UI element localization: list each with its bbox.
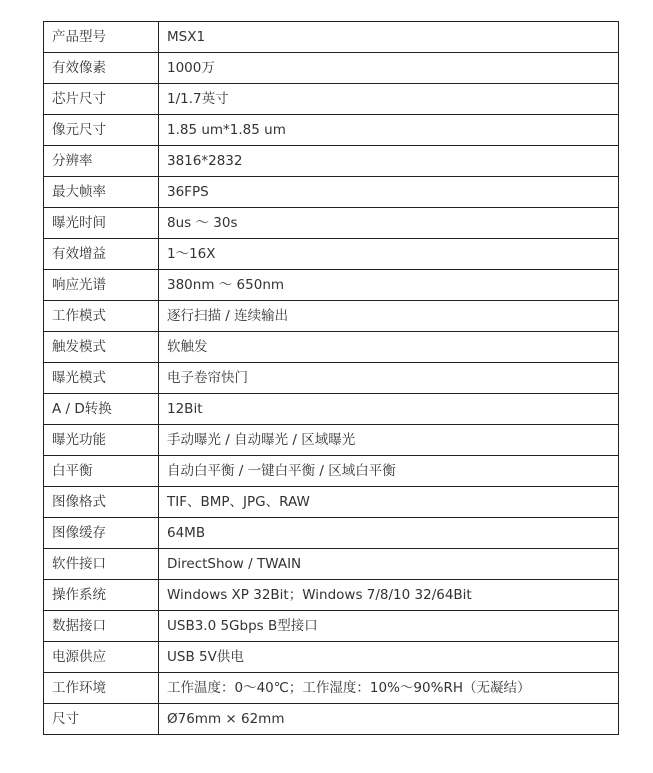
table-row bbox=[44, 673, 619, 704]
spec-value: 1～16X bbox=[159, 239, 619, 270]
spec-value: 电子卷帘快门 bbox=[159, 363, 619, 394]
table-row bbox=[44, 332, 619, 363]
table-row bbox=[44, 394, 619, 425]
table-row bbox=[44, 425, 619, 456]
table-row bbox=[44, 208, 619, 239]
spec-value: 1.85 um*1.85 um bbox=[159, 115, 619, 146]
spec-value: USB 5V供电 bbox=[159, 642, 619, 673]
spec-label: 最大帧率 bbox=[44, 177, 159, 208]
spec-label: A / D转换 bbox=[44, 394, 159, 425]
spec-value: Ø76mm × 62mm bbox=[159, 704, 619, 735]
spec-value: 逐行扫描 / 连续输出 bbox=[159, 301, 619, 332]
table-row bbox=[44, 115, 619, 146]
table-row bbox=[44, 239, 619, 270]
spec-table bbox=[43, 21, 619, 735]
spec-table-body bbox=[44, 22, 619, 735]
spec-value: USB3.0 5Gbps B型接口 bbox=[159, 611, 619, 642]
spec-value: 工作温度：0～40℃；工作湿度：10%～90%RH（无凝结） bbox=[159, 673, 619, 704]
table-row bbox=[44, 22, 619, 53]
table-row bbox=[44, 487, 619, 518]
table-row bbox=[44, 301, 619, 332]
table-row bbox=[44, 580, 619, 611]
spec-label: 有效像素 bbox=[44, 53, 159, 84]
spec-value: 380nm ～ 650nm bbox=[159, 270, 619, 301]
spec-value: 软触发 bbox=[159, 332, 619, 363]
spec-label: 曝光功能 bbox=[44, 425, 159, 456]
spec-label: 数据接口 bbox=[44, 611, 159, 642]
spec-value: MSX1 bbox=[159, 22, 619, 53]
table-row bbox=[44, 270, 619, 301]
spec-value: 自动白平衡 / 一键白平衡 / 区域白平衡 bbox=[159, 456, 619, 487]
spec-label: 产品型号 bbox=[44, 22, 159, 53]
spec-label: 软件接口 bbox=[44, 549, 159, 580]
table-row bbox=[44, 84, 619, 115]
table-row bbox=[44, 642, 619, 673]
spec-value: TIF、BMP、JPG、RAW bbox=[159, 487, 619, 518]
spec-label: 像元尺寸 bbox=[44, 115, 159, 146]
spec-value: 64MB bbox=[159, 518, 619, 549]
table-row bbox=[44, 456, 619, 487]
spec-value: 3816*2832 bbox=[159, 146, 619, 177]
spec-label: 曝光时间 bbox=[44, 208, 159, 239]
spec-label: 工作环境 bbox=[44, 673, 159, 704]
spec-label: 触发模式 bbox=[44, 332, 159, 363]
table-row bbox=[44, 518, 619, 549]
spec-label: 白平衡 bbox=[44, 456, 159, 487]
spec-label: 图像格式 bbox=[44, 487, 159, 518]
spec-value: 8us ～ 30s bbox=[159, 208, 619, 239]
spec-label: 响应光谱 bbox=[44, 270, 159, 301]
spec-label: 工作模式 bbox=[44, 301, 159, 332]
table-row bbox=[44, 177, 619, 208]
spec-label: 操作系统 bbox=[44, 580, 159, 611]
table-row bbox=[44, 704, 619, 735]
spec-label: 电源供应 bbox=[44, 642, 159, 673]
spec-value: Windows XP 32Bit；Windows 7/8/10 32/64Bit bbox=[159, 580, 619, 611]
table-row bbox=[44, 146, 619, 177]
spec-label: 曝光模式 bbox=[44, 363, 159, 394]
spec-label: 尺寸 bbox=[44, 704, 159, 735]
spec-value: DirectShow / TWAIN bbox=[159, 549, 619, 580]
spec-label: 图像缓存 bbox=[44, 518, 159, 549]
table-row bbox=[44, 611, 619, 642]
table-row bbox=[44, 549, 619, 580]
spec-value: 36FPS bbox=[159, 177, 619, 208]
spec-label: 有效增益 bbox=[44, 239, 159, 270]
spec-label: 分辨率 bbox=[44, 146, 159, 177]
spec-value: 1/1.7英寸 bbox=[159, 84, 619, 115]
spec-value: 12Bit bbox=[159, 394, 619, 425]
table-row bbox=[44, 363, 619, 394]
spec-value: 手动曝光 / 自动曝光 / 区域曝光 bbox=[159, 425, 619, 456]
spec-label: 芯片尺寸 bbox=[44, 84, 159, 115]
spec-value: 1000万 bbox=[159, 53, 619, 84]
table-row bbox=[44, 53, 619, 84]
